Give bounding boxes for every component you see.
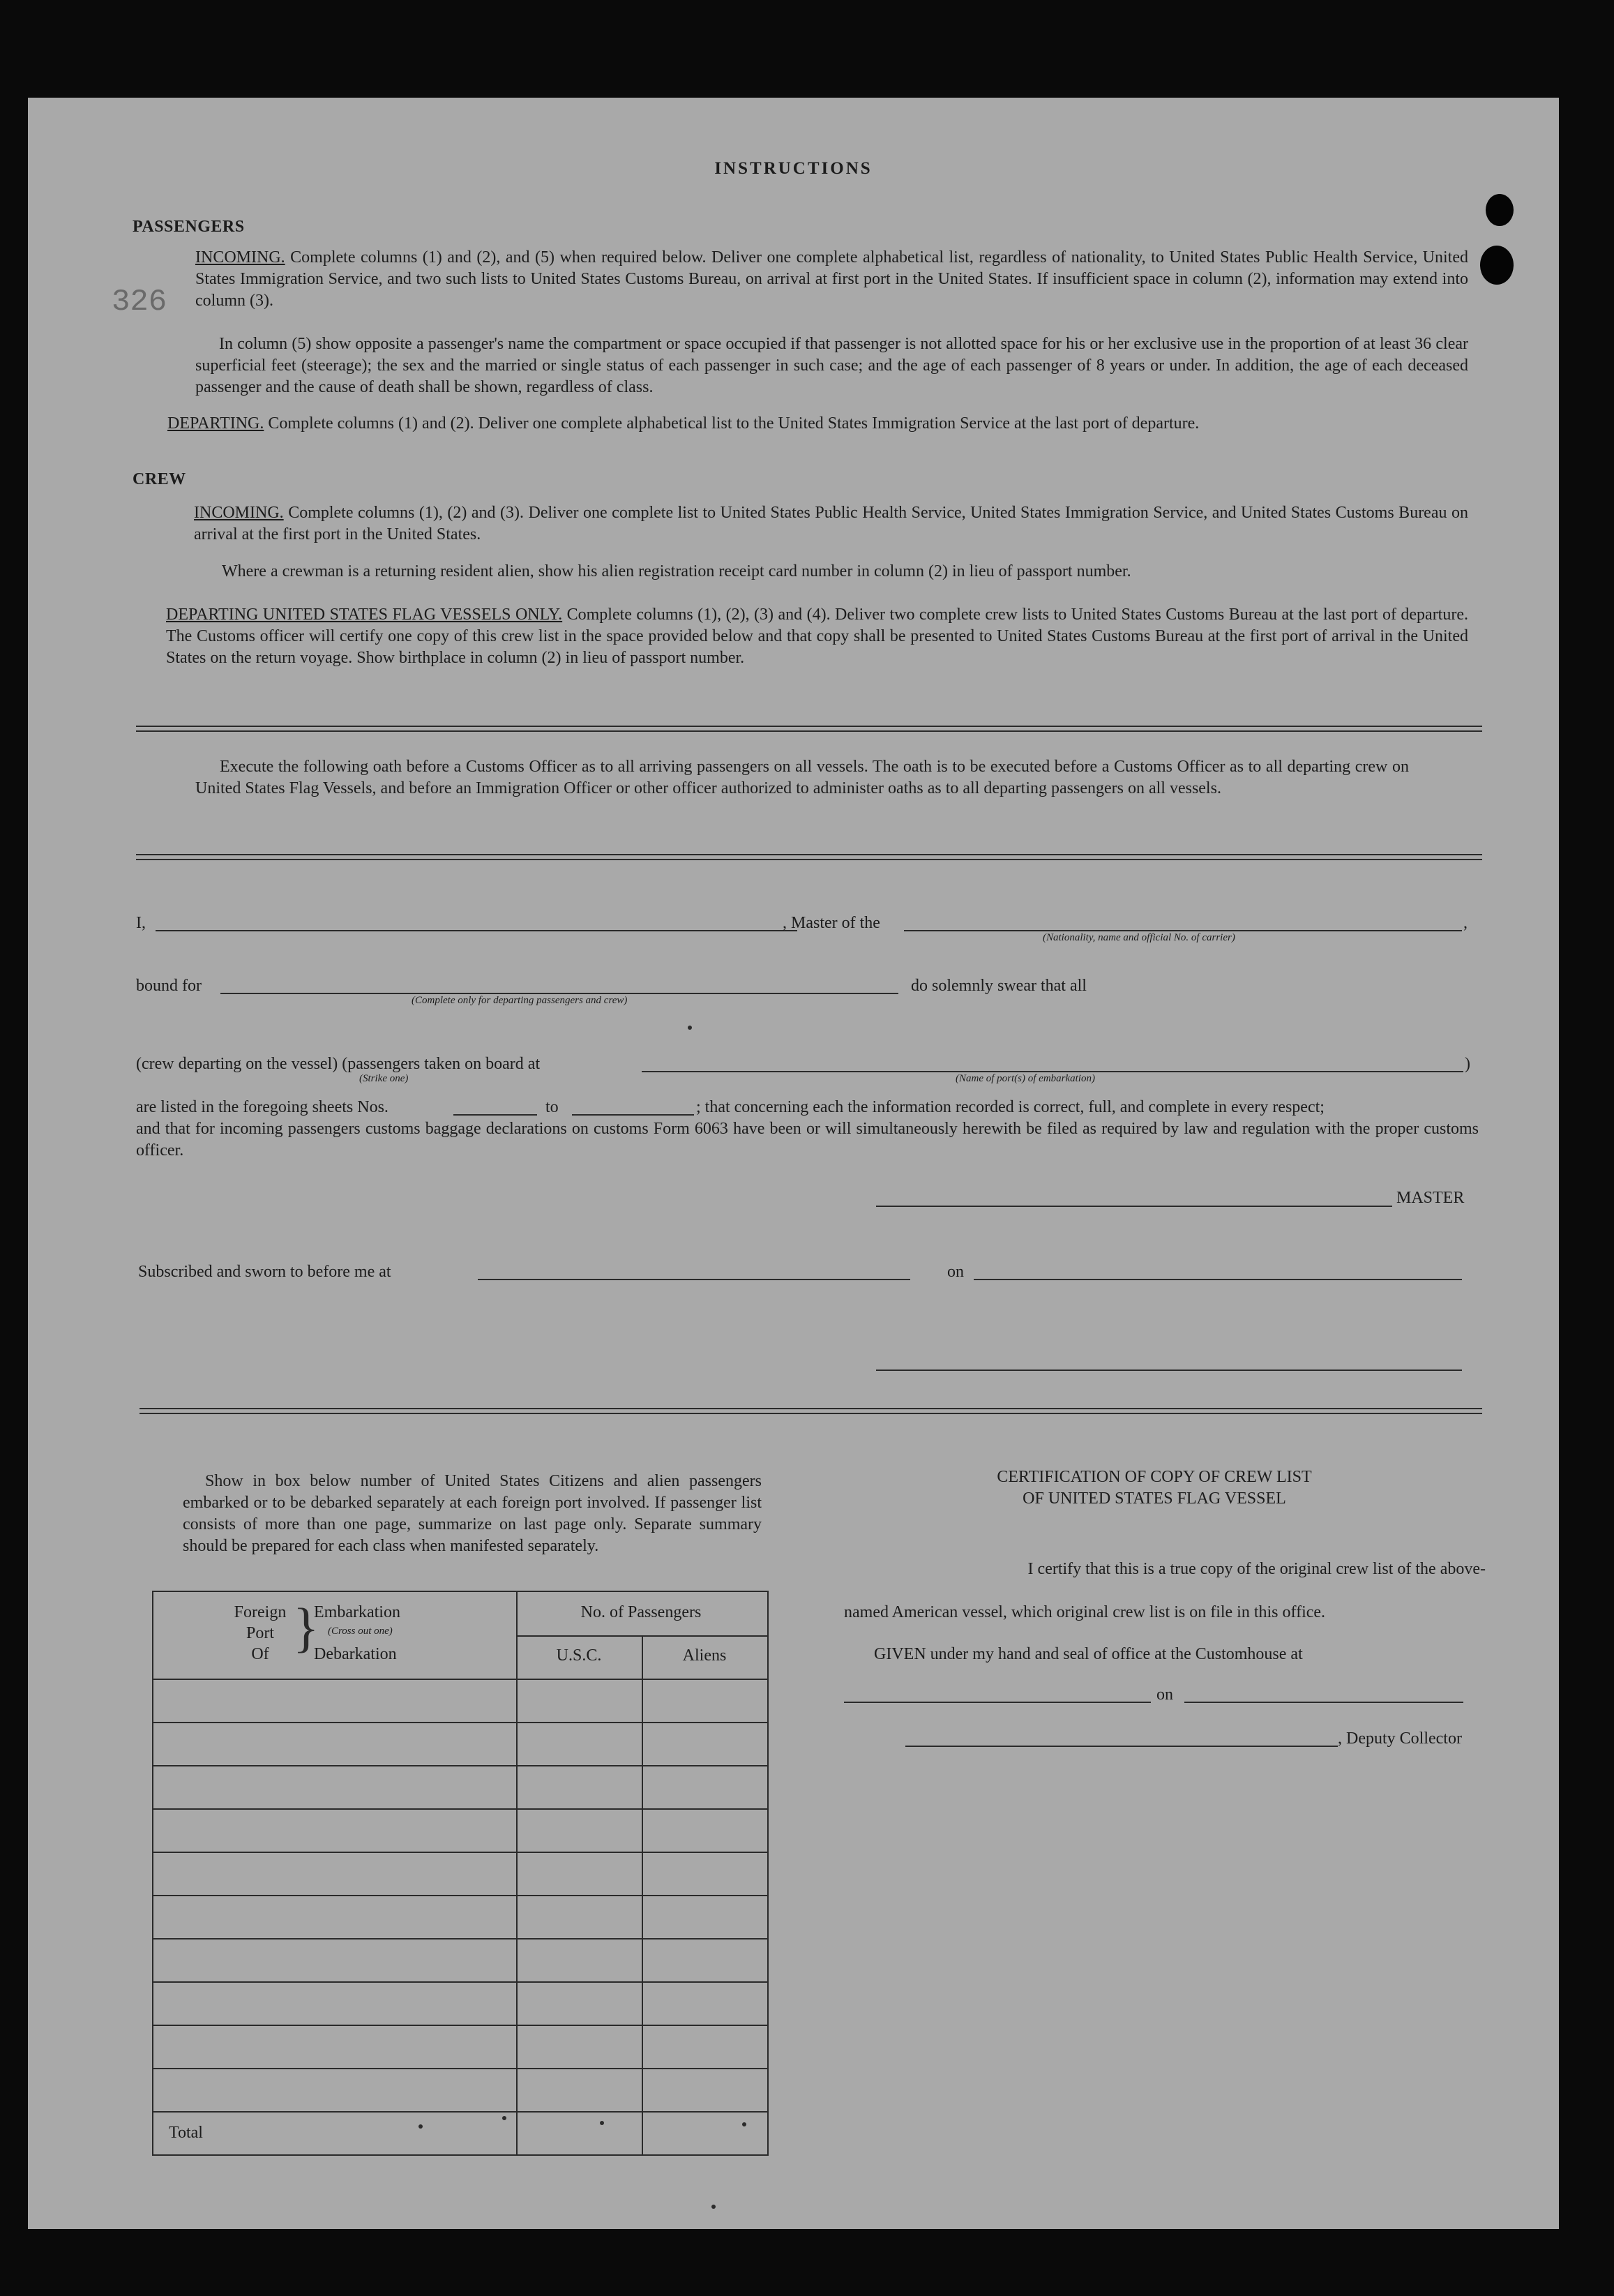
margin-number: 326 bbox=[112, 285, 167, 320]
passenger-summary-table bbox=[152, 1591, 769, 2156]
bound-for-label: bound for bbox=[136, 977, 202, 995]
certification-line-2: named American vessel, which original crew list is on file in this office. bbox=[844, 1603, 1326, 1621]
crew-heading: CREW bbox=[133, 470, 186, 488]
col-port: Port bbox=[246, 1624, 274, 1642]
ink-speck bbox=[418, 2124, 423, 2129]
listed-continuation: and that for incoming passengers customs baggage declarations on customs Form 6063 have been or will simultaneously herewith be filed as required by law and regulation with the proper customs officer. bbox=[136, 1120, 1479, 1160]
ink-blot bbox=[1486, 194, 1514, 226]
certification-line-3: GIVEN under my hand and seal of office at the Customhouse at bbox=[874, 1645, 1303, 1663]
passengers-incoming-text: Complete columns (1) and (2), and (5) when required below. Deliver one complete alphabetical list, regardless of nationality, to United States Public Health Service, United States Immigration Service, and two such lists to United States Customs Bureau, on arrival at first port in the United States. If insufficient space in column (2), information may extend into column (3). bbox=[195, 248, 1469, 310]
deputy-collector-label: , Deputy Collector bbox=[1338, 1729, 1462, 1748]
crew-departing-label: DEPARTING UNITED STATES FLAG VESSELS ONLY. bbox=[166, 606, 563, 624]
col-debarkation: Debarkation bbox=[314, 1645, 397, 1663]
crew-departing-text: Complete columns (1), (2), (3) and (4). Deliver two complete crew lists to United States Customs Bureau at the last port of departure. The Customs officer will certify one copy of this crew list in the space provided below and that copy shall be presented to United States Customs Bureau at the first port of arrival in the United States on the return voyage. Show birthplace in column (2) in lieu of passport number. bbox=[166, 606, 1468, 667]
officer-signature-field[interactable] bbox=[876, 1370, 1462, 1371]
section-divider bbox=[136, 726, 1482, 732]
section-divider bbox=[139, 1408, 1482, 1414]
col-passengers: No. of Passengers bbox=[580, 1603, 702, 1621]
table-divider bbox=[516, 1635, 767, 1637]
ports-note: (Name of port(s) of embarkation) bbox=[956, 1073, 1095, 1084]
passengers-column5-text: In column (5) show opposite a passenger's name the compartment or space occupied if that passenger is not allotted space for his or her exclusive use in the proportion of at least 36 clear superficial feet (steerage); the sex and the married or single status of each passenger in such case; and the age of each passenger of 8 years or under. In addition, the age of each deceased passenger and the cause of death shall be shown, regardless of class. bbox=[195, 335, 1468, 396]
section-divider bbox=[136, 854, 1482, 860]
page-title: INSTRUCTIONS bbox=[714, 159, 873, 178]
strike-one-note: (Strike one) bbox=[359, 1073, 409, 1084]
sworn-place-field[interactable] bbox=[478, 1279, 910, 1280]
passengers-incoming-label: INCOMING. bbox=[195, 248, 285, 267]
form-page: INSTRUCTIONS 326 PASSENGERS INCOMING. Complete columns (1) and (2), and (5) when required below. Deliver one complete alphabetical list, regardless of nationality, to United States Public Health Service, United States Immigration Service, and two such lists to United States Customs Bureau, on arrival at first port in the United States. If insufficient space in column (2), information may extend into column (3). In column (5) show opposite a passenger's name the compartment or space occupied if that passenger is not allotted space for his or her exclusive use in the proportion of at least 36 clear superficial feet (steerage); the sex and the married or single status of each passenger in such case; and the age of each passenger of 8 years or under. In addition, the age of each deceased passenger and the cause of death shall be shown, regardless of class. DEPARTING. Complete columns (1) and (2). Deliver one complete alphabetical list to the United States Immigration Service at the last port of departure. CREW INCOMING. Complete columns (1), (2) and (3). Deliver one complete list to United States Public Health Service, United States Immigration Service, and United States Customs Bureau on arrival at the first port in the United States. Where a crewman is a returning resident alien, show his alien registration receipt card number in column (2) in lieu of passport number. DEPARTING UNITED STATES FLAG VESSELS ONLY. Complete columns (1), (2), (3) and (4). Deliver two complete crew lists to United States Customs Bureau at the last port of departure. The Customs officer will certify one copy of this crew list in the space provided below and that copy shall be presented to United States Customs Bureau at the first port of arrival in the United States on the return voyage. Show birthplace in column (2) in lieu of passport number. Execute the following oath before a Customs Officer as to all arriving passengers on all vessels. The oath is to be executed before a Customs Officer as to all departing crew on United States Flag Vessels, and before an Immigration Officer or other officer authorized to administer oaths as to all departing passengers on all vessels. I, , Master of the , (Nationality, name and official No. of carrier) bound for (Complete only for departing passengers and crew) do solemnly swear that all (crew departing on the vessel) (passengers taken on board at (Strike one) (Name of port(s) of embarkation) ) are listed in the foregoing sheets Nos. to ; that concerning each the information recorded is correct, full, and complete in every respect; and that for incoming passengers customs baggage declarations on customs Form 6063 have been or will simultaneously herewith be filed as required by law and regulation with the proper customs officer. MASTER Subscribed and sworn to before me at on Show in box below number of United States Citizens and alien passengers embarked or to be debarked separately at each foreign port involved. If passenger list consists of more than one page, summarize on last page only. Separate summary should be prepared for each class when manifested separately. Foreign Port Of } Embarkation (Cross out one) Debarkation No. of Passengers U.S.C. Aliens Total CERTIFICATION OF COPY OF CREW LIST OF UNITED STATES FLAG VESSEL I certify that this is a true copy of the original crew list of the above- named American vessel, which original crew list is on file in this office. GIVEN under my hand and seal of office at the Customhouse at on , Deputy Collector bbox=[28, 98, 1559, 2229]
customhouse-field[interactable] bbox=[844, 1702, 1151, 1703]
passengers-column5-paragraph bbox=[195, 333, 1468, 398]
ink-speck bbox=[502, 2116, 506, 2120]
col-embarkation: Embarkation bbox=[314, 1603, 400, 1621]
crew-incoming-label: INCOMING. bbox=[194, 504, 284, 522]
brace: } bbox=[293, 1597, 319, 1658]
master-label: MASTER bbox=[1396, 1189, 1465, 1207]
col-crossout: (Cross out one) bbox=[328, 1626, 393, 1637]
certification-title-1: CERTIFICATION OF COPY OF CREW LIST bbox=[997, 1468, 1312, 1486]
passengers-incoming-paragraph bbox=[195, 247, 1468, 312]
certification-on-label: on bbox=[1156, 1686, 1173, 1704]
col-usc: U.S.C. bbox=[556, 1646, 602, 1665]
ink-speck bbox=[600, 2121, 604, 2125]
sworn-on-label: on bbox=[947, 1263, 964, 1281]
oath-i-label: I, bbox=[136, 914, 146, 932]
sheet-from-field[interactable] bbox=[453, 1114, 537, 1116]
crew-incoming-paragraph bbox=[194, 502, 1468, 546]
master-signature-field[interactable] bbox=[876, 1206, 1392, 1207]
master-name-field[interactable] bbox=[156, 930, 797, 931]
swear-label: do solemnly swear that all bbox=[911, 977, 1087, 995]
embarkation-ports-field[interactable] bbox=[642, 1071, 1463, 1072]
passengers-departing-label: DEPARTING. bbox=[167, 414, 264, 433]
crew-incoming-text: Complete columns (1), (2) and (3). Deliver one complete list to United States Public Health Service, United States Immigration Service, and United States Customs Bureau on arrival at the first port in the United States. bbox=[194, 504, 1468, 543]
sheet-to-field[interactable] bbox=[572, 1114, 694, 1116]
passengers-departing-text: Complete columns (1) and (2). Deliver one complete alphabetical list to the United States Immigration Service at the last port of departure. bbox=[268, 414, 1200, 433]
ink-speck bbox=[742, 2122, 746, 2126]
col-foreign: Foreign bbox=[234, 1603, 287, 1621]
listed-label: are listed in the foregoing sheets Nos. bbox=[136, 1098, 389, 1116]
certification-line-1: I certify that this is a true copy of the original crew list of the above- bbox=[1027, 1560, 1486, 1578]
master-of-label: , Master of the bbox=[783, 914, 880, 932]
oath-intro-text: Execute the following oath before a Customs Officer as to all arriving passengers on all vessels. The oath is to be executed before a Customs Officer as to all departing crew on United States Flag Vessels, and before an Immigration Officer or other officer authorized to administer oaths as to all departing passengers on all vessels. bbox=[195, 758, 1409, 797]
oath-intro-paragraph bbox=[195, 756, 1409, 800]
close-paren: ) bbox=[1465, 1055, 1470, 1073]
total-label: Total bbox=[169, 2124, 203, 2142]
listed-to-label: to bbox=[545, 1098, 559, 1116]
crew-departing-paragraph bbox=[166, 604, 1468, 669]
col-aliens: Aliens bbox=[682, 1646, 727, 1665]
bound-for-field[interactable] bbox=[220, 993, 898, 994]
sworn-date-field[interactable] bbox=[974, 1279, 1462, 1280]
certification-date-field[interactable] bbox=[1184, 1702, 1463, 1703]
subscribed-label: Subscribed and sworn to before me at bbox=[138, 1263, 391, 1281]
carrier-field[interactable] bbox=[904, 930, 1462, 931]
ink-speck bbox=[688, 1026, 692, 1030]
crew-alien-paragraph: Where a crewman is a returning resident alien, show his alien registration receipt card number in column (2) in lieu of passport number. bbox=[222, 562, 1131, 580]
deputy-signature-field[interactable] bbox=[905, 1746, 1338, 1747]
summary-instructions: Show in box below number of United States Citizens and alien passengers embarked or to be debarked separately at each foreign port involved. If passenger list consists of more than one page, summarize on last page only. Separate summary should be prepared for each class when manifested separately. bbox=[183, 1472, 762, 1555]
listed-clause: ; that concerning each the information recorded is correct, full, and complete in every respect; bbox=[696, 1098, 1325, 1116]
passengers-departing-paragraph bbox=[167, 413, 1468, 435]
col-of: Of bbox=[251, 1645, 269, 1663]
table-divider bbox=[516, 1592, 518, 2154]
ink-speck bbox=[711, 2205, 716, 2209]
passengers-heading: PASSENGERS bbox=[133, 218, 245, 236]
ink-blot bbox=[1480, 246, 1514, 285]
complete-only-note: (Complete only for departing passengers and crew) bbox=[412, 995, 628, 1006]
crew-departing-label: (crew departing on the vessel) (passengers taken on board at bbox=[136, 1055, 541, 1073]
nationality-note: (Nationality, name and official No. of carrier) bbox=[1043, 932, 1235, 943]
certification-title-2: OF UNITED STATES FLAG VESSEL bbox=[1023, 1490, 1286, 1508]
